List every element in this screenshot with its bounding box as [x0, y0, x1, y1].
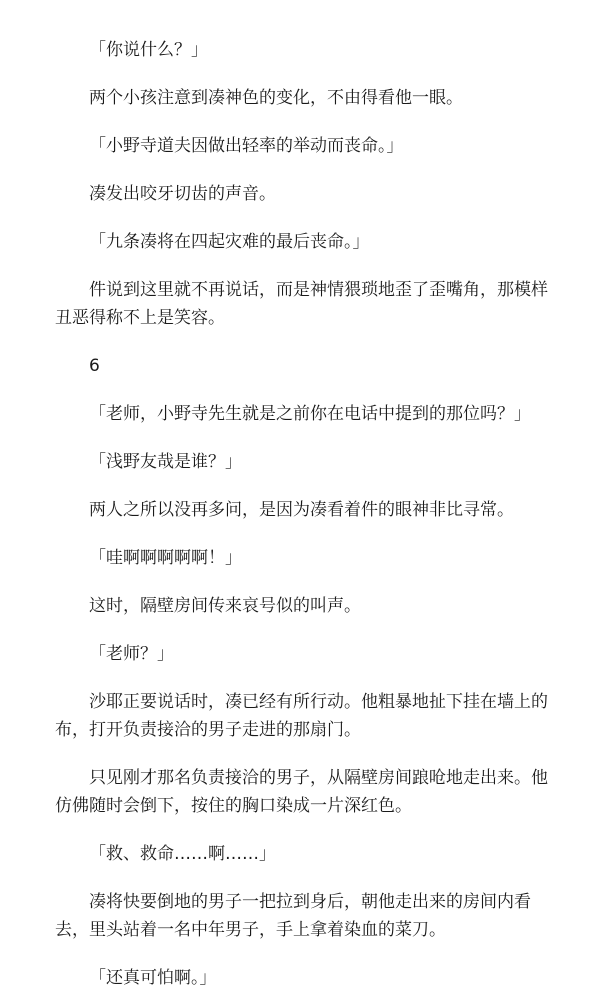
narration-paragraph: 两人之所以没再多问，是因为凑看着件的眼神非比寻常。 — [89, 500, 514, 520]
narration-paragraph: 件说到这里就不再说话，而是神情猥琐地歪了歪嘴角，那模样丑恶得称不上是笑容。 — [55, 280, 548, 328]
dialogue-line: 「还真可怕啊。」 — [89, 968, 217, 988]
dialogue-line: 「小野寺道夫因做出轻率的举动而丧命。」 — [89, 136, 404, 156]
narration-paragraph: 凑将快要倒地的男子一把拉到身后，朝他走出来的房间内看去，里头站着一名中年男子，手上拿着染血的菜刀。 — [55, 892, 531, 940]
narration-paragraph: 凑发出咬牙切齿的声音。 — [89, 184, 276, 204]
narration-paragraph: 这时，隔壁房间传来哀号似的叫声。 — [89, 596, 361, 616]
dialogue-line: 「老师，小野寺先生就是之前你在电话中提到的那位吗？」 — [89, 404, 531, 424]
narration-paragraph: 沙耶正要说话时，凑已经有所行动。他粗暴地扯下挂在墙上的布，打开负责接洽的男子走进的那扇门。 — [55, 692, 548, 740]
dialogue-line: 「老师？」 — [89, 644, 174, 664]
narration-paragraph: 两个小孩注意到凑神色的变化，不由得看他一眼。 — [89, 88, 463, 108]
dialogue-line: 「哇啊啊啊啊啊！」 — [89, 548, 242, 568]
section-number: 6 — [89, 356, 100, 376]
narration-paragraph: 只见刚才那名负责接洽的男子，从隔壁房间踉呛地走出来。他仿佛随时会倒下，按住的胸口染成一片深红色。 — [55, 768, 548, 816]
dialogue-line: 「九条凑将在四起灾难的最后丧命。」 — [89, 232, 370, 252]
dialogue-line: 「浅野友哉是谁？」 — [89, 452, 242, 472]
dialogue-line: 「你说什么？」 — [89, 40, 208, 60]
dialogue-line: 「救、救命……啊……」 — [89, 844, 276, 864]
